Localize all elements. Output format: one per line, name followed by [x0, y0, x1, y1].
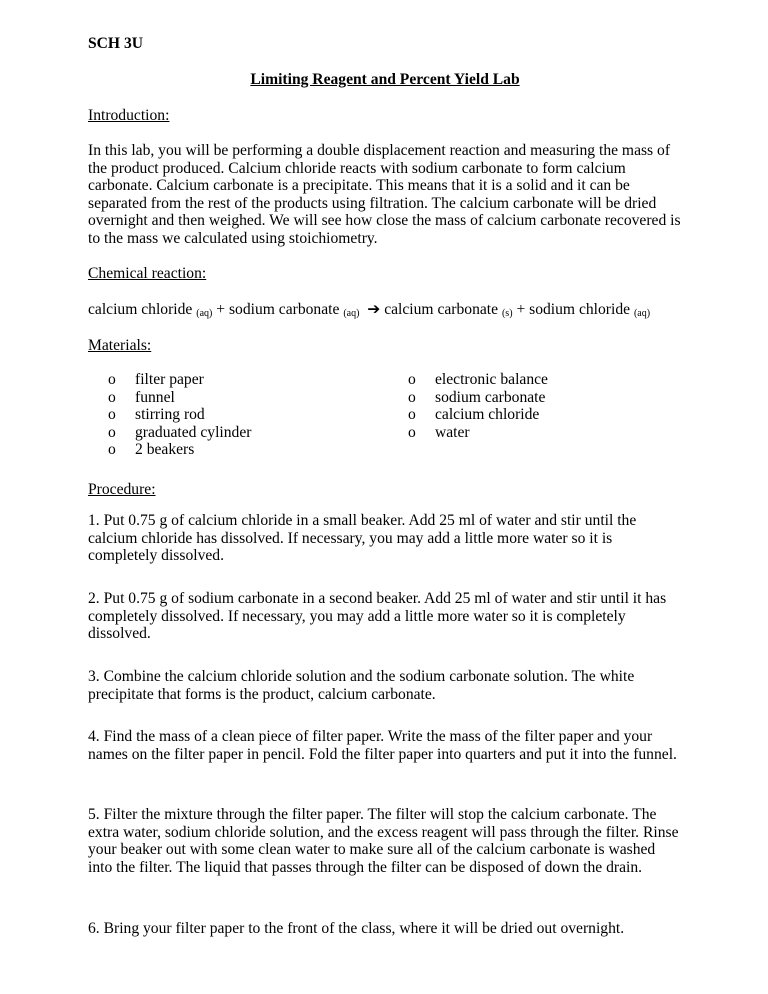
procedure-step: 1. Put 0.75 g of calcium chloride in a small beaker. Add 25 ml of water and stir until the calcium chloride has dissolved. If necessary, you may add a little more water so it is completely dissolved. — [88, 512, 637, 565]
page-title: Limiting Reagent and Percent Yield Lab — [250, 71, 520, 88]
materials-list-right — [408, 371, 658, 441]
procedure-heading: Procedure: — [88, 481, 156, 498]
materials-list-left — [108, 371, 358, 459]
state: (aq) — [633, 308, 651, 319]
reactant-2: + sodium carbonate — [216, 301, 340, 318]
procedure-step: 5. Filter the mixture through the filter paper. The filter will stop the calcium carbonate. The extra water, sodium chloride solution, and the excess reagent will pass through the filter. Rinse your beaker out with some clean water to make sure all of the calcium carbonate is washed into the filter. The liquid that passes through the filter can be disposed of down the drain. — [88, 806, 679, 876]
list-item: o graduated cylinder — [108, 424, 358, 442]
materials-heading: Materials: — [88, 337, 152, 354]
list-item: o filter paper — [108, 371, 358, 389]
reaction-heading: Chemical reaction: — [88, 265, 207, 282]
procedure-step: 3. Combine the calcium chloride solution and the sodium carbonate solution. The white precipitate that forms is the product, calcium carbonate. — [88, 668, 635, 703]
intro-paragraph: In this lab, you will be performing a double displacement reaction and measuring the mass of the product produced. Calcium chloride reacts with sodium carbonate to form calcium carbonate. Calcium carbonate is a precipitate. This means that it is a solid and it can be separated from the rest of the products using filtration. The calcium carbonate will be dried overnight and then weighed. We will see how close the mass of calcium carbonate recovered is to the mass we calculated using stoichiometry. — [88, 142, 681, 247]
procedure-step: 6. Bring your filter paper to the front of the class, where it will be dried out overnight. — [88, 920, 625, 937]
reactant-1: calcium chloride — [88, 301, 193, 318]
list-item: o calcium chloride — [408, 406, 658, 424]
list-item: o electronic balance — [408, 371, 658, 389]
list-item: o 2 beakers — [108, 441, 358, 459]
list-item: o funnel — [108, 389, 358, 407]
procedure-step: 4. Find the mass of a clean piece of filter paper. Write the mass of the filter paper and your names on the filter paper in pencil. Fold the filter paper into quarters and put it into the funnel. — [88, 728, 677, 763]
product-2: + sodium chloride — [516, 301, 631, 318]
state: (aq) — [343, 308, 360, 319]
state: (aq) — [196, 308, 213, 319]
procedure-step: 2. Put 0.75 g of sodium carbonate in a second beaker. Add 25 ml of water and stir until it has completely dissolved. If necessary, you may add a little more water so it is completely dissolved. — [88, 590, 667, 643]
intro-heading: Introduction: — [88, 107, 170, 124]
list-item: o sodium carbonate — [408, 389, 658, 407]
list-item: o water — [408, 424, 658, 442]
arrow-icon: ➔ — [367, 301, 381, 318]
course-code: SCH 3U — [88, 35, 144, 52]
product-1: calcium carbonate — [384, 301, 499, 318]
list-item: o stirring rod — [108, 406, 358, 424]
state: (s) — [501, 308, 513, 319]
chemical-equation — [88, 301, 708, 323]
